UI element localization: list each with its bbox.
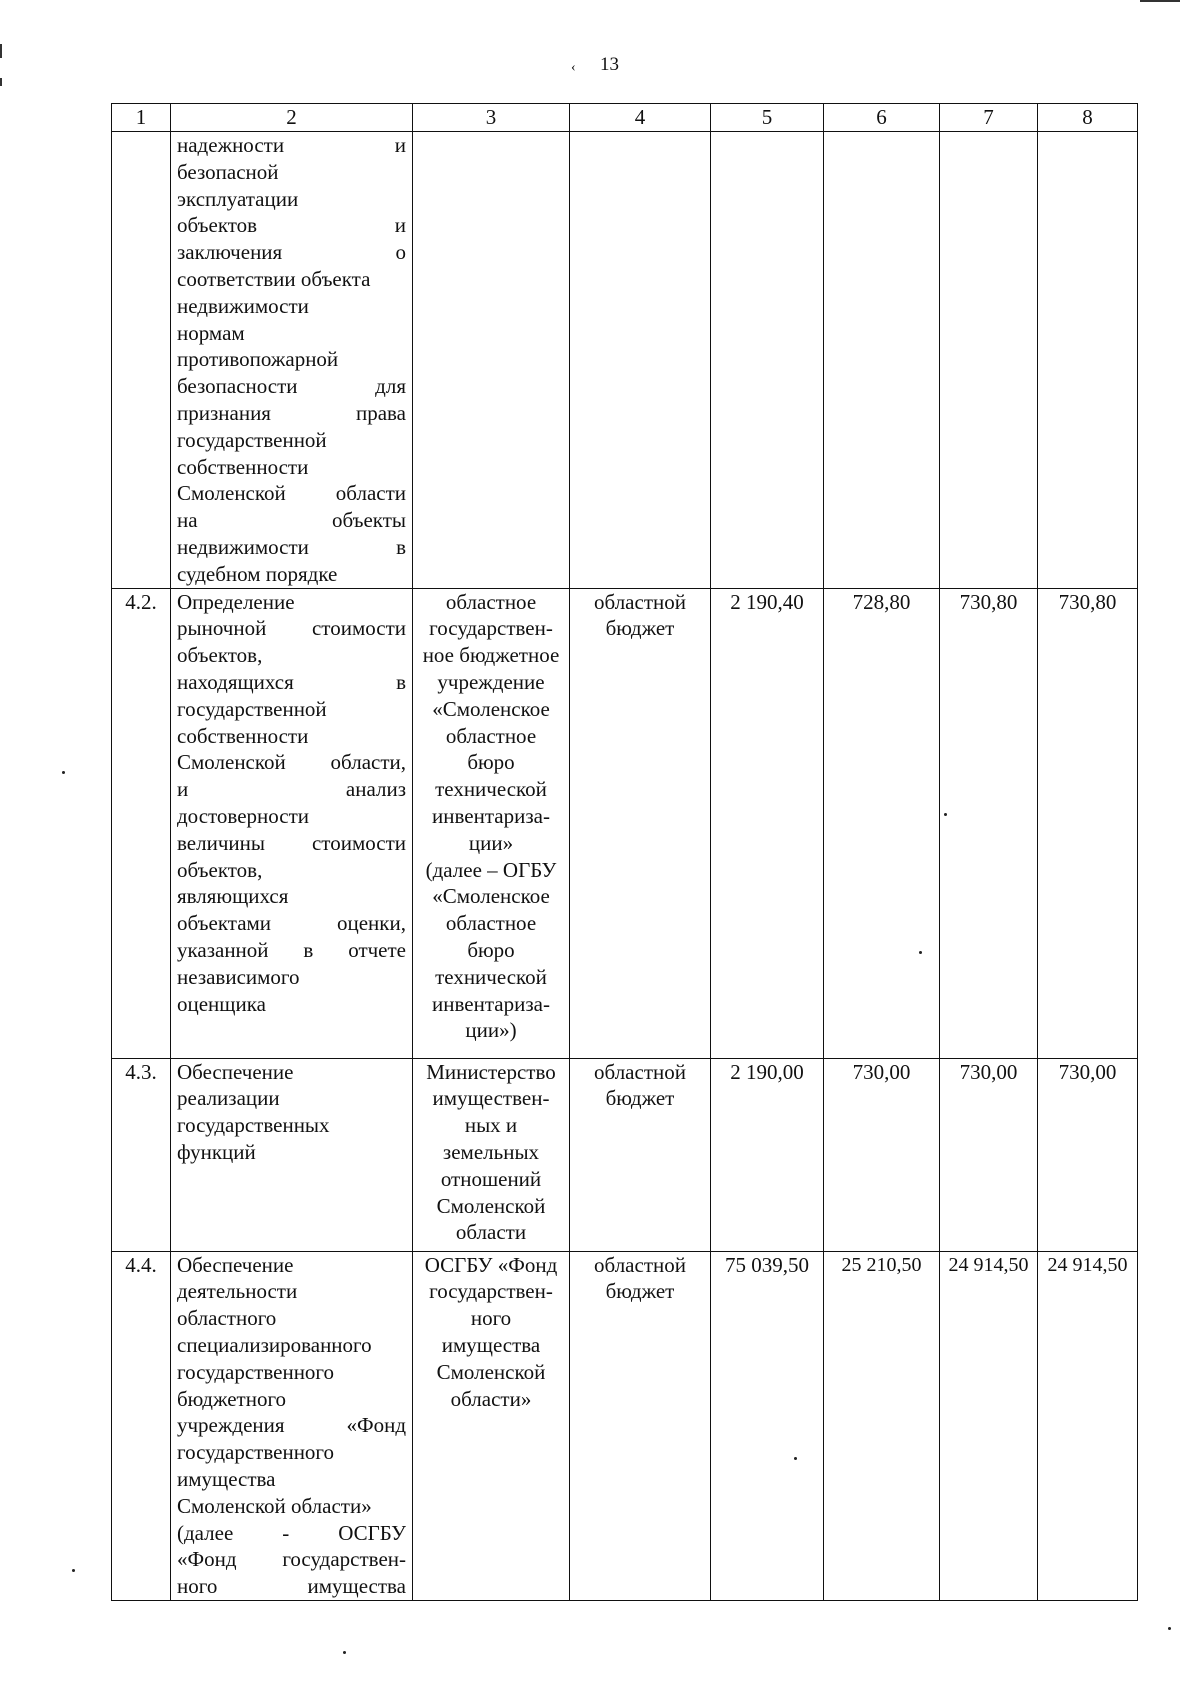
text-line: имущества (441, 1332, 541, 1357)
year3-cell (1038, 132, 1138, 589)
text-line (177, 642, 406, 669)
text-line (177, 454, 406, 481)
word: независимого (177, 964, 300, 989)
word: Смоленской (177, 481, 286, 506)
word: деятельности (177, 1279, 298, 1304)
word: государственных (177, 1113, 330, 1138)
text-line: бюджет (605, 1086, 675, 1111)
executor-cell (413, 588, 570, 1058)
text-line (177, 346, 406, 373)
year3-cell: 730,00 (1038, 1058, 1138, 1251)
word: объектов, (177, 857, 263, 882)
name-cell (171, 132, 413, 589)
text-line: бюро (467, 750, 515, 775)
header-cell: 1 (112, 104, 171, 132)
word: и (394, 213, 406, 238)
word: нормам (177, 320, 245, 345)
word: Смоленской (177, 750, 286, 775)
text-line (177, 1386, 406, 1413)
word: области (335, 481, 406, 506)
word: специализированного (177, 1332, 372, 1357)
word: оценщика (177, 991, 266, 1016)
header-cell: 8 (1038, 104, 1138, 132)
text-line: областное (445, 589, 537, 614)
text-line: области (455, 1220, 527, 1245)
total-cell: 2 190,00 (711, 1058, 824, 1251)
word: недвижимости (177, 534, 309, 559)
text-line (177, 1520, 406, 1547)
number-cell: 4.3. (112, 1058, 171, 1251)
text-line (177, 776, 406, 803)
word: анализ (345, 777, 406, 802)
word: заключения (177, 240, 283, 265)
word: эксплуатации (177, 186, 299, 211)
word: Смоленской области» (177, 1493, 372, 1518)
word: функций (177, 1139, 256, 1164)
text-line: отношений (440, 1166, 542, 1191)
word: (далее (177, 1520, 234, 1545)
word: безопасной (177, 159, 279, 184)
word: объектов, (177, 643, 263, 668)
text-line: учреждение (437, 669, 545, 694)
word: государственного (177, 1359, 335, 1384)
text-line (177, 212, 406, 239)
word: противопожарной (177, 347, 339, 372)
word: недвижимости (177, 293, 309, 318)
header-cell: 2 (171, 104, 413, 132)
text-line: «Смоленское (432, 884, 550, 909)
text-line (177, 561, 406, 588)
source-cell (570, 132, 711, 589)
text-line (177, 132, 406, 159)
text-line: бюджет (605, 1279, 675, 1304)
number-cell (112, 132, 171, 589)
word: для (375, 374, 406, 399)
text-line (177, 937, 406, 964)
text-line: областное (445, 911, 537, 936)
executor-cell (413, 1058, 570, 1251)
word: соответствии объекта (177, 266, 371, 291)
year1-cell: 730,00 (824, 1058, 940, 1251)
table-header-row (112, 104, 1138, 132)
executor-cell (413, 1251, 570, 1600)
word: безопасности (177, 374, 298, 399)
text-line (177, 1278, 406, 1305)
text-line (177, 1305, 406, 1332)
word: в (396, 534, 406, 559)
name-cell (171, 588, 413, 1058)
table-row (112, 1058, 1138, 1251)
word: признания (177, 400, 271, 425)
text-line: ОСГБУ «Фонд (424, 1252, 558, 1277)
text-line (177, 1252, 406, 1279)
word: о (395, 240, 406, 265)
text-line (177, 427, 406, 454)
scan-edge-mark (1140, 0, 1180, 2)
text-line: земельных (442, 1139, 540, 1164)
budget-table (111, 103, 1138, 1601)
text-line: технической (435, 777, 547, 802)
text-line (177, 1139, 406, 1166)
word: собственности (177, 454, 309, 479)
table-row (112, 588, 1138, 1058)
number-cell: 4.4. (112, 1251, 171, 1600)
text-line (177, 1332, 406, 1359)
text-line (177, 1412, 406, 1439)
name-cell (171, 1058, 413, 1251)
word: ОСГБУ (338, 1520, 406, 1545)
word: имущества (177, 1466, 276, 1491)
word: стоимости (311, 616, 406, 641)
text-line: ных и (464, 1113, 518, 1138)
header-cell: 5 (711, 104, 824, 132)
word: рыночной (177, 616, 267, 641)
year3-cell: 24 914,50 (1038, 1251, 1138, 1600)
text-line (177, 400, 406, 427)
text-line: ции») (465, 1018, 517, 1043)
text-line (177, 1439, 406, 1466)
word: достоверности (177, 803, 310, 828)
word: в (303, 937, 314, 962)
text-line (177, 1466, 406, 1493)
text-line (177, 534, 406, 561)
word: объектов (177, 213, 258, 238)
text-line (177, 669, 406, 696)
word: на (177, 508, 198, 533)
word: государствен- (282, 1547, 406, 1572)
word: государственной (177, 696, 327, 721)
executor-cell (413, 132, 570, 589)
word: судебном порядке (177, 561, 338, 586)
word: надежности (177, 133, 285, 157)
text-line: Смоленской (436, 1193, 546, 1218)
text-line (177, 266, 406, 293)
text-line: областное (445, 723, 537, 748)
text-line (177, 1359, 406, 1386)
year1-cell: 25 210,50 (824, 1251, 940, 1600)
word: Обеспечение (177, 1059, 294, 1084)
text-line (177, 373, 406, 400)
year2-cell (940, 132, 1038, 589)
text-line: бюро (467, 937, 515, 962)
word: объекты (331, 508, 406, 533)
word: и (177, 777, 189, 802)
page-number: 13 (600, 54, 619, 75)
text-line (177, 1112, 406, 1139)
text-line: «Смоленское (432, 696, 550, 721)
word: реализации (177, 1086, 280, 1111)
scan-edge-mark (0, 44, 2, 58)
text-line: Министерство (426, 1059, 556, 1084)
scan-speck (794, 1457, 797, 1460)
word: учреждения (177, 1413, 285, 1438)
word: и (394, 133, 406, 157)
text-line: имуществен- (432, 1086, 550, 1111)
word: «Фонд (177, 1547, 237, 1572)
text-line (177, 803, 406, 830)
text-line (177, 1493, 406, 1520)
source-cell (570, 588, 711, 1058)
year1-cell: 728,80 (824, 588, 940, 1058)
header-cell: 7 (940, 104, 1038, 132)
text-line (177, 883, 406, 910)
text-line (177, 1546, 406, 1573)
text-line: государствен- (429, 616, 553, 641)
text-line (177, 239, 406, 266)
text-line (177, 480, 406, 507)
text-line: инвентаризa- (432, 803, 550, 828)
word: государственного (177, 1440, 335, 1465)
year2-cell: 730,80 (940, 588, 1038, 1058)
text-line (177, 857, 406, 884)
text-line: областной (594, 1252, 686, 1277)
word: величины (177, 830, 265, 855)
text-line (177, 991, 406, 1018)
header-cell: 3 (413, 104, 570, 132)
text-line: ного (470, 1306, 512, 1331)
scan-speck (343, 1651, 346, 1654)
word: права (355, 400, 406, 425)
text-line: (далее – ОГБУ (425, 857, 557, 882)
text-line (177, 186, 406, 213)
text-line (177, 830, 406, 857)
year2-cell: 24 914,50 (940, 1251, 1038, 1600)
total-cell: 2 190,40 (711, 588, 824, 1058)
scan-speck (1168, 1627, 1171, 1630)
text-line: области» (450, 1386, 532, 1411)
page-mark: ‹ (571, 60, 576, 75)
text-line (177, 507, 406, 534)
text-line (177, 696, 406, 723)
word: отчете (348, 937, 406, 962)
word: бюджетного (177, 1386, 287, 1411)
year3-cell: 730,80 (1038, 588, 1138, 1058)
text-line (177, 1059, 406, 1086)
word: ного (177, 1574, 218, 1599)
text-line: областной (594, 1059, 686, 1084)
word: объектами (177, 911, 272, 936)
name-cell (171, 1251, 413, 1600)
word: указанной (177, 937, 269, 962)
word: областного (177, 1306, 277, 1331)
word: стоимости (311, 830, 406, 855)
scan-speck (919, 951, 922, 954)
text-line (177, 1573, 406, 1600)
year1-cell (824, 132, 940, 589)
number-cell: 4.2. (112, 588, 171, 1058)
text-line: ции» (468, 830, 514, 855)
scan-edge-mark (0, 78, 2, 86)
text-line: ное бюджетное (422, 643, 560, 668)
text-line (177, 615, 406, 642)
text-line: инвентариза- (432, 991, 550, 1016)
word: собственности (177, 723, 309, 748)
total-cell: 75 039,50 (711, 1251, 824, 1600)
text-line (177, 749, 406, 776)
table-row-continuation (112, 132, 1138, 589)
text-line (177, 293, 406, 320)
scan-speck (72, 1569, 75, 1572)
word: Определение (177, 589, 295, 614)
word: имущества (307, 1574, 406, 1599)
word: - (282, 1520, 290, 1545)
text-line (177, 589, 406, 616)
text-line: бюджет (605, 616, 675, 641)
word: Обеспечение (177, 1252, 294, 1277)
text-line: областной (594, 589, 686, 614)
year2-cell: 730,00 (940, 1058, 1038, 1251)
header-cell: 4 (570, 104, 711, 132)
text-line (177, 320, 406, 347)
text-line: Смоленской (436, 1359, 546, 1384)
text-line (177, 910, 406, 937)
word: государственной (177, 427, 327, 452)
scan-speck (62, 771, 65, 774)
word: «Фонд (346, 1413, 406, 1438)
text-line: технической (435, 964, 547, 989)
scan-speck (944, 813, 947, 816)
table-row (112, 1251, 1138, 1600)
text-line (177, 159, 406, 186)
text-line (177, 1085, 406, 1112)
word: являющихся (177, 884, 289, 909)
text-line (177, 723, 406, 750)
header-cell: 6 (824, 104, 940, 132)
source-cell (570, 1251, 711, 1600)
word: находящихся (177, 669, 294, 694)
total-cell (711, 132, 824, 589)
text-line: государствен- (429, 1279, 553, 1304)
word: оценки, (337, 911, 406, 936)
text-line (177, 964, 406, 991)
source-cell (570, 1058, 711, 1251)
word: в (396, 669, 406, 694)
word: области, (330, 750, 406, 775)
